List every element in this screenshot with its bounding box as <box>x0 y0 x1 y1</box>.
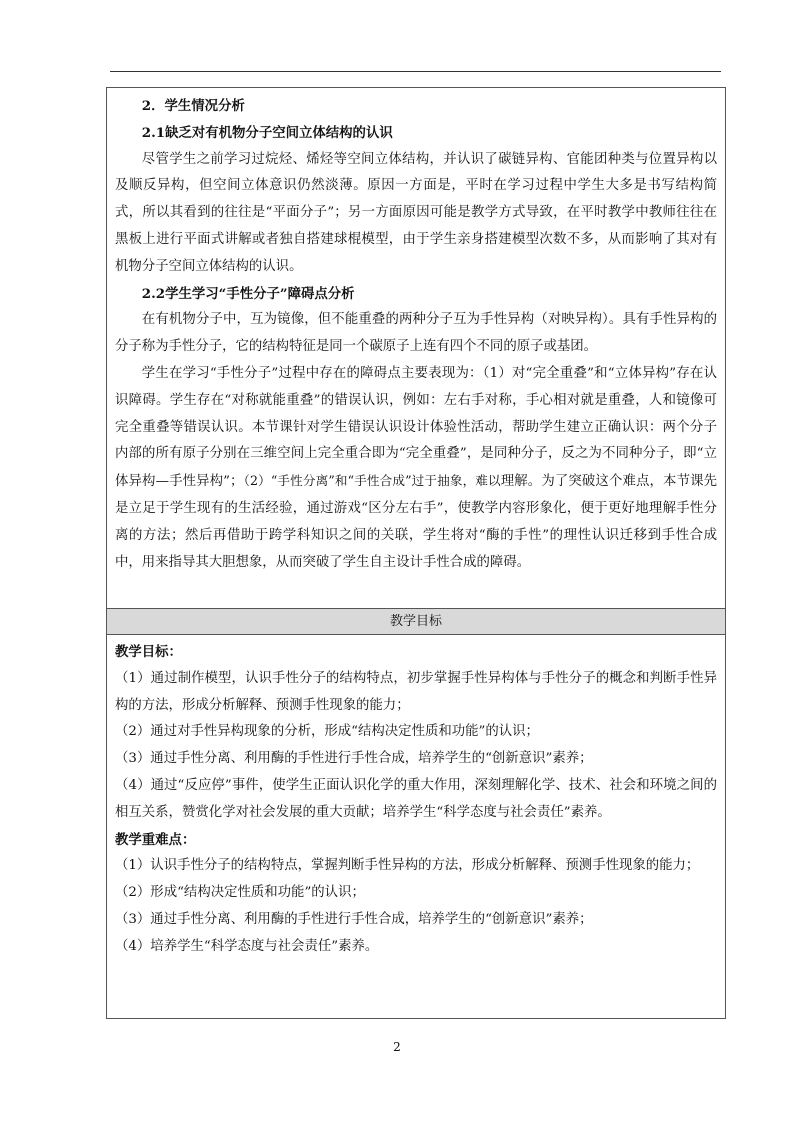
teaching-goals-cell <box>107 635 725 1020</box>
student-analysis-cell <box>107 88 725 608</box>
goal-item: （3）通过手性分离、利用酶的手性进行手性合成，培养学生的“创新意识”素养； <box>115 751 593 767</box>
subsection-heading-2: 2.2学生学习“手性分子”障碍点分析 <box>141 285 355 302</box>
section-title-band: 教学目标 <box>107 608 725 635</box>
key-point-item: （3）通过手性分离、利用酶的手性进行手性合成，培养学生的“创新意识”素养； <box>115 911 593 927</box>
paragraph-part: 理解。为了突破这个难点，本节课先是立足于学生现有的生活经验，通过游戏“区分左右手”，使教学内容形象化，便于更好地理解手性分离的方法；然后再借助于跨学科知识之间的关联，学生将对“酶的手性”的理性认识迁移到手性合成中，用来指导其大胆想象，从而突破了学生自主设计手性合成的障碍。 <box>115 474 717 570</box>
header-rule <box>110 71 721 72</box>
key-point-item: （1）认识手性分子的结构特点，掌握判断手性异构的方法，形成分析解释、预测手性现象的能力； <box>115 858 700 874</box>
goals-heading: 教学目标： <box>115 644 182 660</box>
paragraph: 在有机物分子中，互为镜像，但不能重叠的两种分子互为手性异构（对映异构）。具有手性异构的分子称为手性分子，它的结构特征是同一个碳原子上连有四个不同的原子或基团。 <box>115 312 717 355</box>
key-point-item: （4）培养学生“科学态度与社会责任”素养。 <box>115 938 379 954</box>
lesson-table <box>106 87 726 1019</box>
goal-item: （1）通过制作模型，认识手性分子的结构特点，初步掌握手性异构体与手性分子的概念和判断手性异构的方法，形成分析解释、预测手性现象的能力； <box>115 670 717 713</box>
key-point-item: （2）形成“结构决定性质和功能”的认识； <box>115 885 365 901</box>
paragraph-part: （2）“手性分离”和“手性合成”过于抽象，难以 <box>243 473 501 489</box>
paragraph-part: 学生在学习“手性分子”过程中存在的障碍点主要表现为：（1）对“完全重叠”和“立体异构”存在认识障碍。学生存在“对称就能重叠”的错误认识，例如：左右手对称，手心相对就是重叠，人和镜像可完全重叠等错误认识。本节课针对学生错误认识设计体验性活动，帮助学生建立正确认识：两个分子内部的所有原子分别在三维空间上完全重合即为“完全重叠”，是同种分子，反之为不同种分子，即“立体异构—手性异构”； <box>115 365 717 490</box>
paragraph: 尽管学生之前学习过烷烃、烯烃等空间立体结构，并认识了碳链异构、官能团种类与位置异构以及顺反异构，但空间立体意识仍然淡薄。原因一方面是，平时在学习过程中学生大多是书写结构简式，所以其看到的往往是“平面分子”；另一方面原因可能是教学方式导致，在平时教学中教师往往在黑板上进行平面式讲解或者独自搭建球棍模型，由于学生亲身搭建模型次数不多，从而影响了其对有机物分子空间立体结构的认识。 <box>115 151 717 274</box>
paragraph <box>115 361 717 576</box>
subsection-heading-1: 2.1缺乏对有机物分子空间立体结构的认识 <box>141 124 393 141</box>
goal-item: （2）通过对手性异构现象的分析，形成“结构决定性质和功能”的认识； <box>115 724 539 740</box>
goal-item: （4）通过“反应停”事件，使学生正面认识化学的重大作用，深刻理解化学、技术、社会和环境之间的相互关系，赞赏化学对社会发展的重大贡献；培养学生“科学态度与社会责任”素养。 <box>115 777 717 820</box>
key-points-heading: 教学重难点： <box>115 831 196 848</box>
section-heading: 2．学生情况分析 <box>141 98 245 114</box>
page-number: 2 <box>393 1040 401 1054</box>
